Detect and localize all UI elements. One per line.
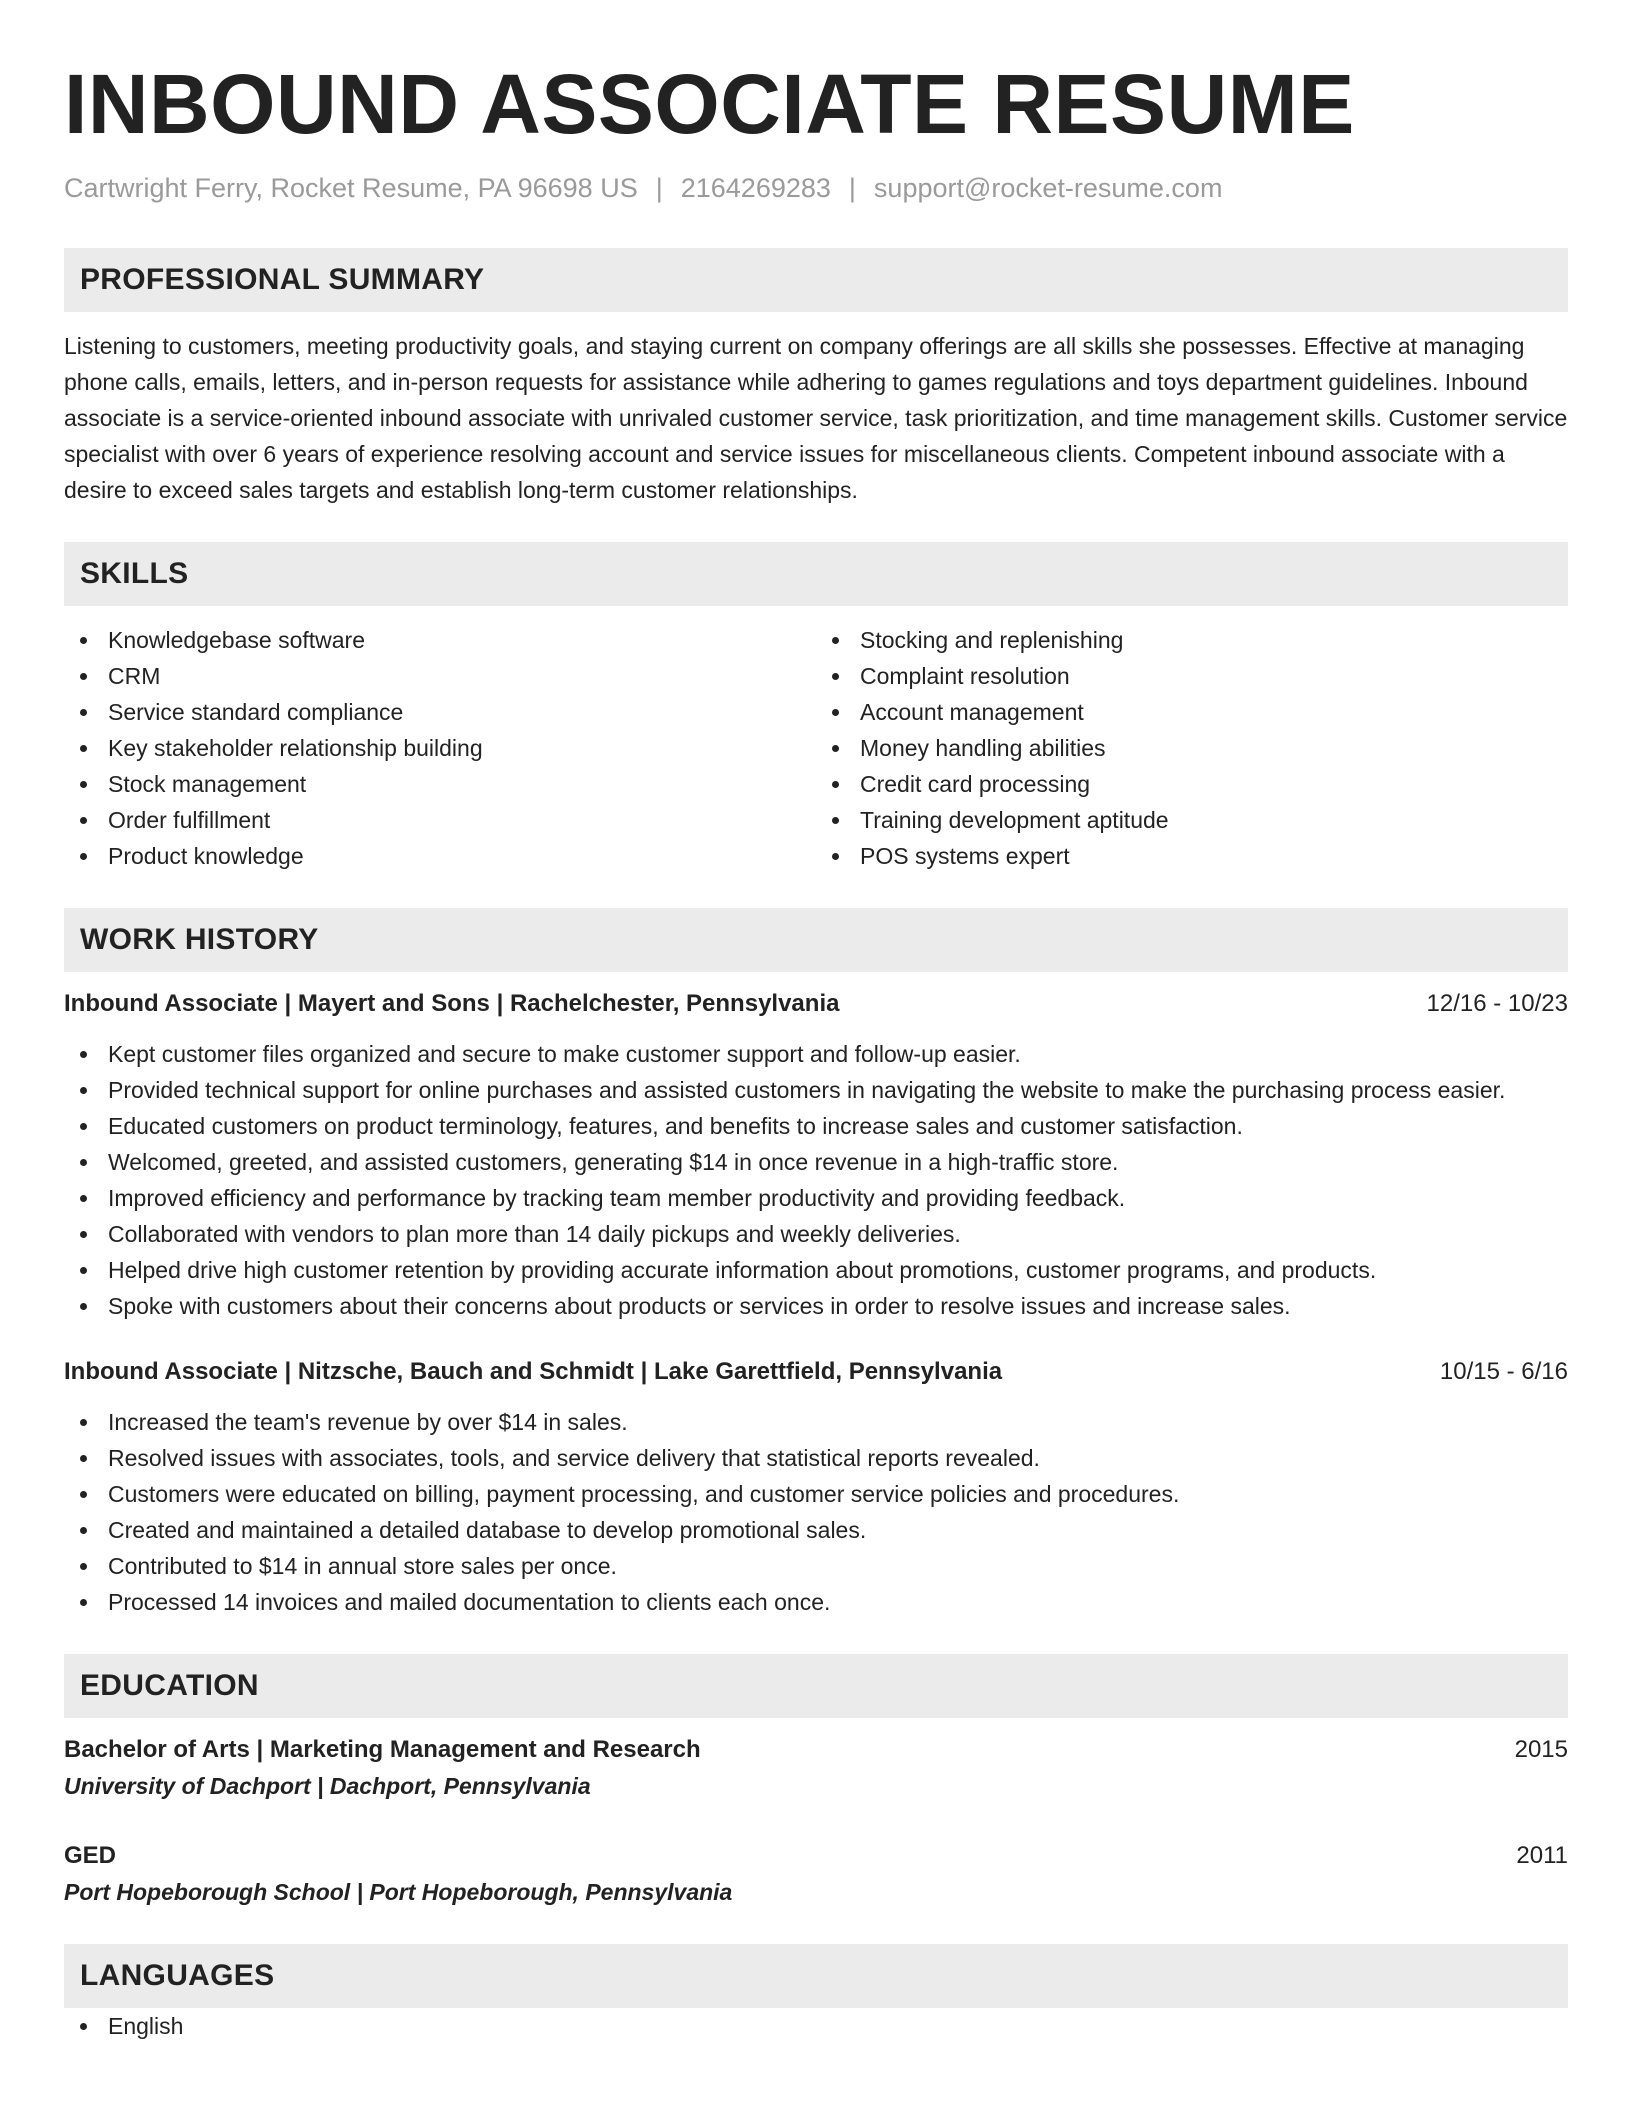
contact-separator: |	[848, 173, 856, 203]
work-heading: WORK HISTORY	[64, 908, 1568, 972]
skill-item: Key stakeholder relationship building	[64, 730, 816, 766]
job-bullet: Helped drive high customer retention by providing accurate information about promotions, customer programs, and products.	[64, 1252, 1568, 1288]
summary-heading: PROFESSIONAL SUMMARY	[64, 248, 1568, 312]
bullet-icon	[80, 853, 87, 860]
education-section	[64, 1654, 1568, 1910]
skill-item: Complaint resolution	[816, 658, 1568, 694]
skills-heading: SKILLS	[64, 542, 1568, 606]
skills-column-left	[64, 622, 816, 874]
bullet-icon	[80, 1303, 87, 1310]
skill-item: Training development aptitude	[816, 802, 1568, 838]
bullet-icon	[80, 709, 87, 716]
job-title: Inbound Associate | Mayert and Sons | Rachelchester, Pennsylvania	[64, 990, 840, 1017]
skill-item: Account management	[816, 694, 1568, 730]
bullet-icon	[832, 853, 839, 860]
resume-title: INBOUND ASSOCIATE RESUME	[64, 57, 1355, 151]
bullet-icon	[80, 1419, 87, 1426]
languages-list	[64, 2008, 1568, 2044]
skill-item: Credit card processing	[816, 766, 1568, 802]
work-section	[64, 908, 1568, 1620]
job-bullet: Kept customer files organized and secure to make customer support and follow-up easier.	[64, 1036, 1568, 1072]
bullet-icon	[80, 2023, 87, 2030]
bullet-icon	[80, 1455, 87, 1462]
skill-item: POS systems expert	[816, 838, 1568, 874]
contact-separator: |	[655, 173, 663, 203]
bullet-icon	[832, 781, 839, 788]
job-bullet: Resolved issues with associates, tools, and service delivery that statistical reports revealed.	[64, 1440, 1568, 1476]
education-school: Port Hopeborough School | Port Hopeborough, Pennsylvania	[64, 1879, 733, 1905]
languages-heading: LANGUAGES	[64, 1944, 1568, 2008]
education-year: 2015	[1514, 1736, 1568, 1763]
bullet-icon	[80, 1267, 87, 1274]
job-bullets	[64, 1404, 1568, 1620]
bullet-icon	[80, 1231, 87, 1238]
bullet-icon	[80, 745, 87, 752]
bullet-icon	[80, 1195, 87, 1202]
contact-line	[64, 170, 1568, 206]
job-bullet: Contributed to $14 in annual store sales per once.	[64, 1548, 1568, 1584]
bullet-icon	[80, 1051, 87, 1058]
contact-phone: 2164269283	[680, 173, 831, 203]
bullet-icon	[80, 1087, 87, 1094]
bullet-icon	[80, 637, 87, 644]
education-entry	[64, 1732, 1568, 1804]
skill-item: Order fulfillment	[64, 802, 816, 838]
job-bullet: Educated customers on product terminology, features, and benefits to increase sales and customer satisfaction.	[64, 1108, 1568, 1144]
education-header	[64, 1732, 1568, 1768]
skill-item: CRM	[64, 658, 816, 694]
job-bullets	[64, 1036, 1568, 1324]
bullet-icon	[80, 1563, 87, 1570]
bullet-icon	[80, 1599, 87, 1606]
job-bullet: Welcomed, greeted, and assisted customers, generating $14 in once revenue in a high-traffic store.	[64, 1144, 1568, 1180]
skill-item: Knowledgebase software	[64, 622, 816, 658]
bullet-icon	[80, 1159, 87, 1166]
job-bullet: Spoke with customers about their concerns about products or services in order to resolve issues and increase sales.	[64, 1288, 1568, 1324]
summary-section	[64, 248, 1568, 508]
bullet-icon	[832, 817, 839, 824]
education-school: University of Dachport | Dachport, Pennsylvania	[64, 1773, 591, 1799]
job-bullet: Provided technical support for online purchases and assisted customers in navigating the website to make the purchasing process easier.	[64, 1072, 1568, 1108]
summary-text: Listening to customers, meeting productivity goals, and staying current on company offerings are all skills she possesses. Effective at managing phone calls, emails, letters, and in-person requests for assistance while adhering to games regulations and toys department guidelines. Inbound associate is a service-oriented inbound associate with unrivaled customer service, task prioritization, and time management skills. Customer service specialist with over 6 years of experience resolving account and service issues for miscellaneous clients. Competent inbound associate with a desire to exceed sales targets and establish long-term customer relationships.	[64, 333, 1568, 503]
education-degree: Bachelor of Arts | Marketing Management and Research	[64, 1736, 701, 1763]
bullet-icon	[80, 673, 87, 680]
skill-item: Money handling abilities	[816, 730, 1568, 766]
skills-section	[64, 542, 1568, 874]
skills-list-right	[816, 622, 1568, 874]
language-item: English	[64, 2008, 1568, 2044]
skill-item: Service standard compliance	[64, 694, 816, 730]
bullet-icon	[80, 781, 87, 788]
bullet-icon	[832, 745, 839, 752]
job-dates: 10/15 - 6/16	[1439, 1358, 1568, 1385]
job-bullet: Collaborated with vendors to plan more than 14 daily pickups and weekly deliveries.	[64, 1216, 1568, 1252]
education-degree: GED	[64, 1842, 117, 1869]
job-header	[64, 1354, 1568, 1390]
job-entry	[64, 986, 1568, 1324]
skill-item: Stocking and replenishing	[816, 622, 1568, 658]
job-bullet: Improved efficiency and performance by tracking team member productivity and providing feedback.	[64, 1180, 1568, 1216]
job-bullet: Processed 14 invoices and mailed documentation to clients each once.	[64, 1584, 1568, 1620]
job-entry	[64, 1354, 1568, 1620]
education-heading: EDUCATION	[64, 1654, 1568, 1718]
job-bullet: Created and maintained a detailed database to develop promotional sales.	[64, 1512, 1568, 1548]
skill-item: Product knowledge	[64, 838, 816, 874]
job-bullet: Customers were educated on billing, payment processing, and customer service policies and procedures.	[64, 1476, 1568, 1512]
languages-section	[64, 1944, 1568, 2044]
skills-list-left	[64, 622, 816, 874]
job-bullet: Increased the team's revenue by over $14 in sales.	[64, 1404, 1568, 1440]
job-header	[64, 986, 1568, 1022]
bullet-icon	[80, 817, 87, 824]
skills-column-right	[816, 622, 1568, 874]
bullet-icon	[832, 637, 839, 644]
skills-grid	[64, 622, 1568, 874]
bullet-icon	[80, 1491, 87, 1498]
skill-item: Stock management	[64, 766, 816, 802]
education-year: 2011	[1516, 1842, 1568, 1869]
bullet-icon	[832, 673, 839, 680]
bullet-icon	[80, 1123, 87, 1130]
education-entry	[64, 1838, 1568, 1910]
bullet-icon	[832, 709, 839, 716]
bullet-icon	[80, 1527, 87, 1534]
education-header	[64, 1838, 1568, 1874]
job-title: Inbound Associate | Nitzsche, Bauch and Schmidt | Lake Garettfield, Pennsylvania	[64, 1358, 1003, 1385]
contact-address: Cartwright Ferry, Rocket Resume, PA 96698 US	[64, 173, 638, 203]
contact-email: support@rocket-resume.com	[873, 173, 1223, 203]
job-dates: 12/16 - 10/23	[1426, 990, 1568, 1017]
